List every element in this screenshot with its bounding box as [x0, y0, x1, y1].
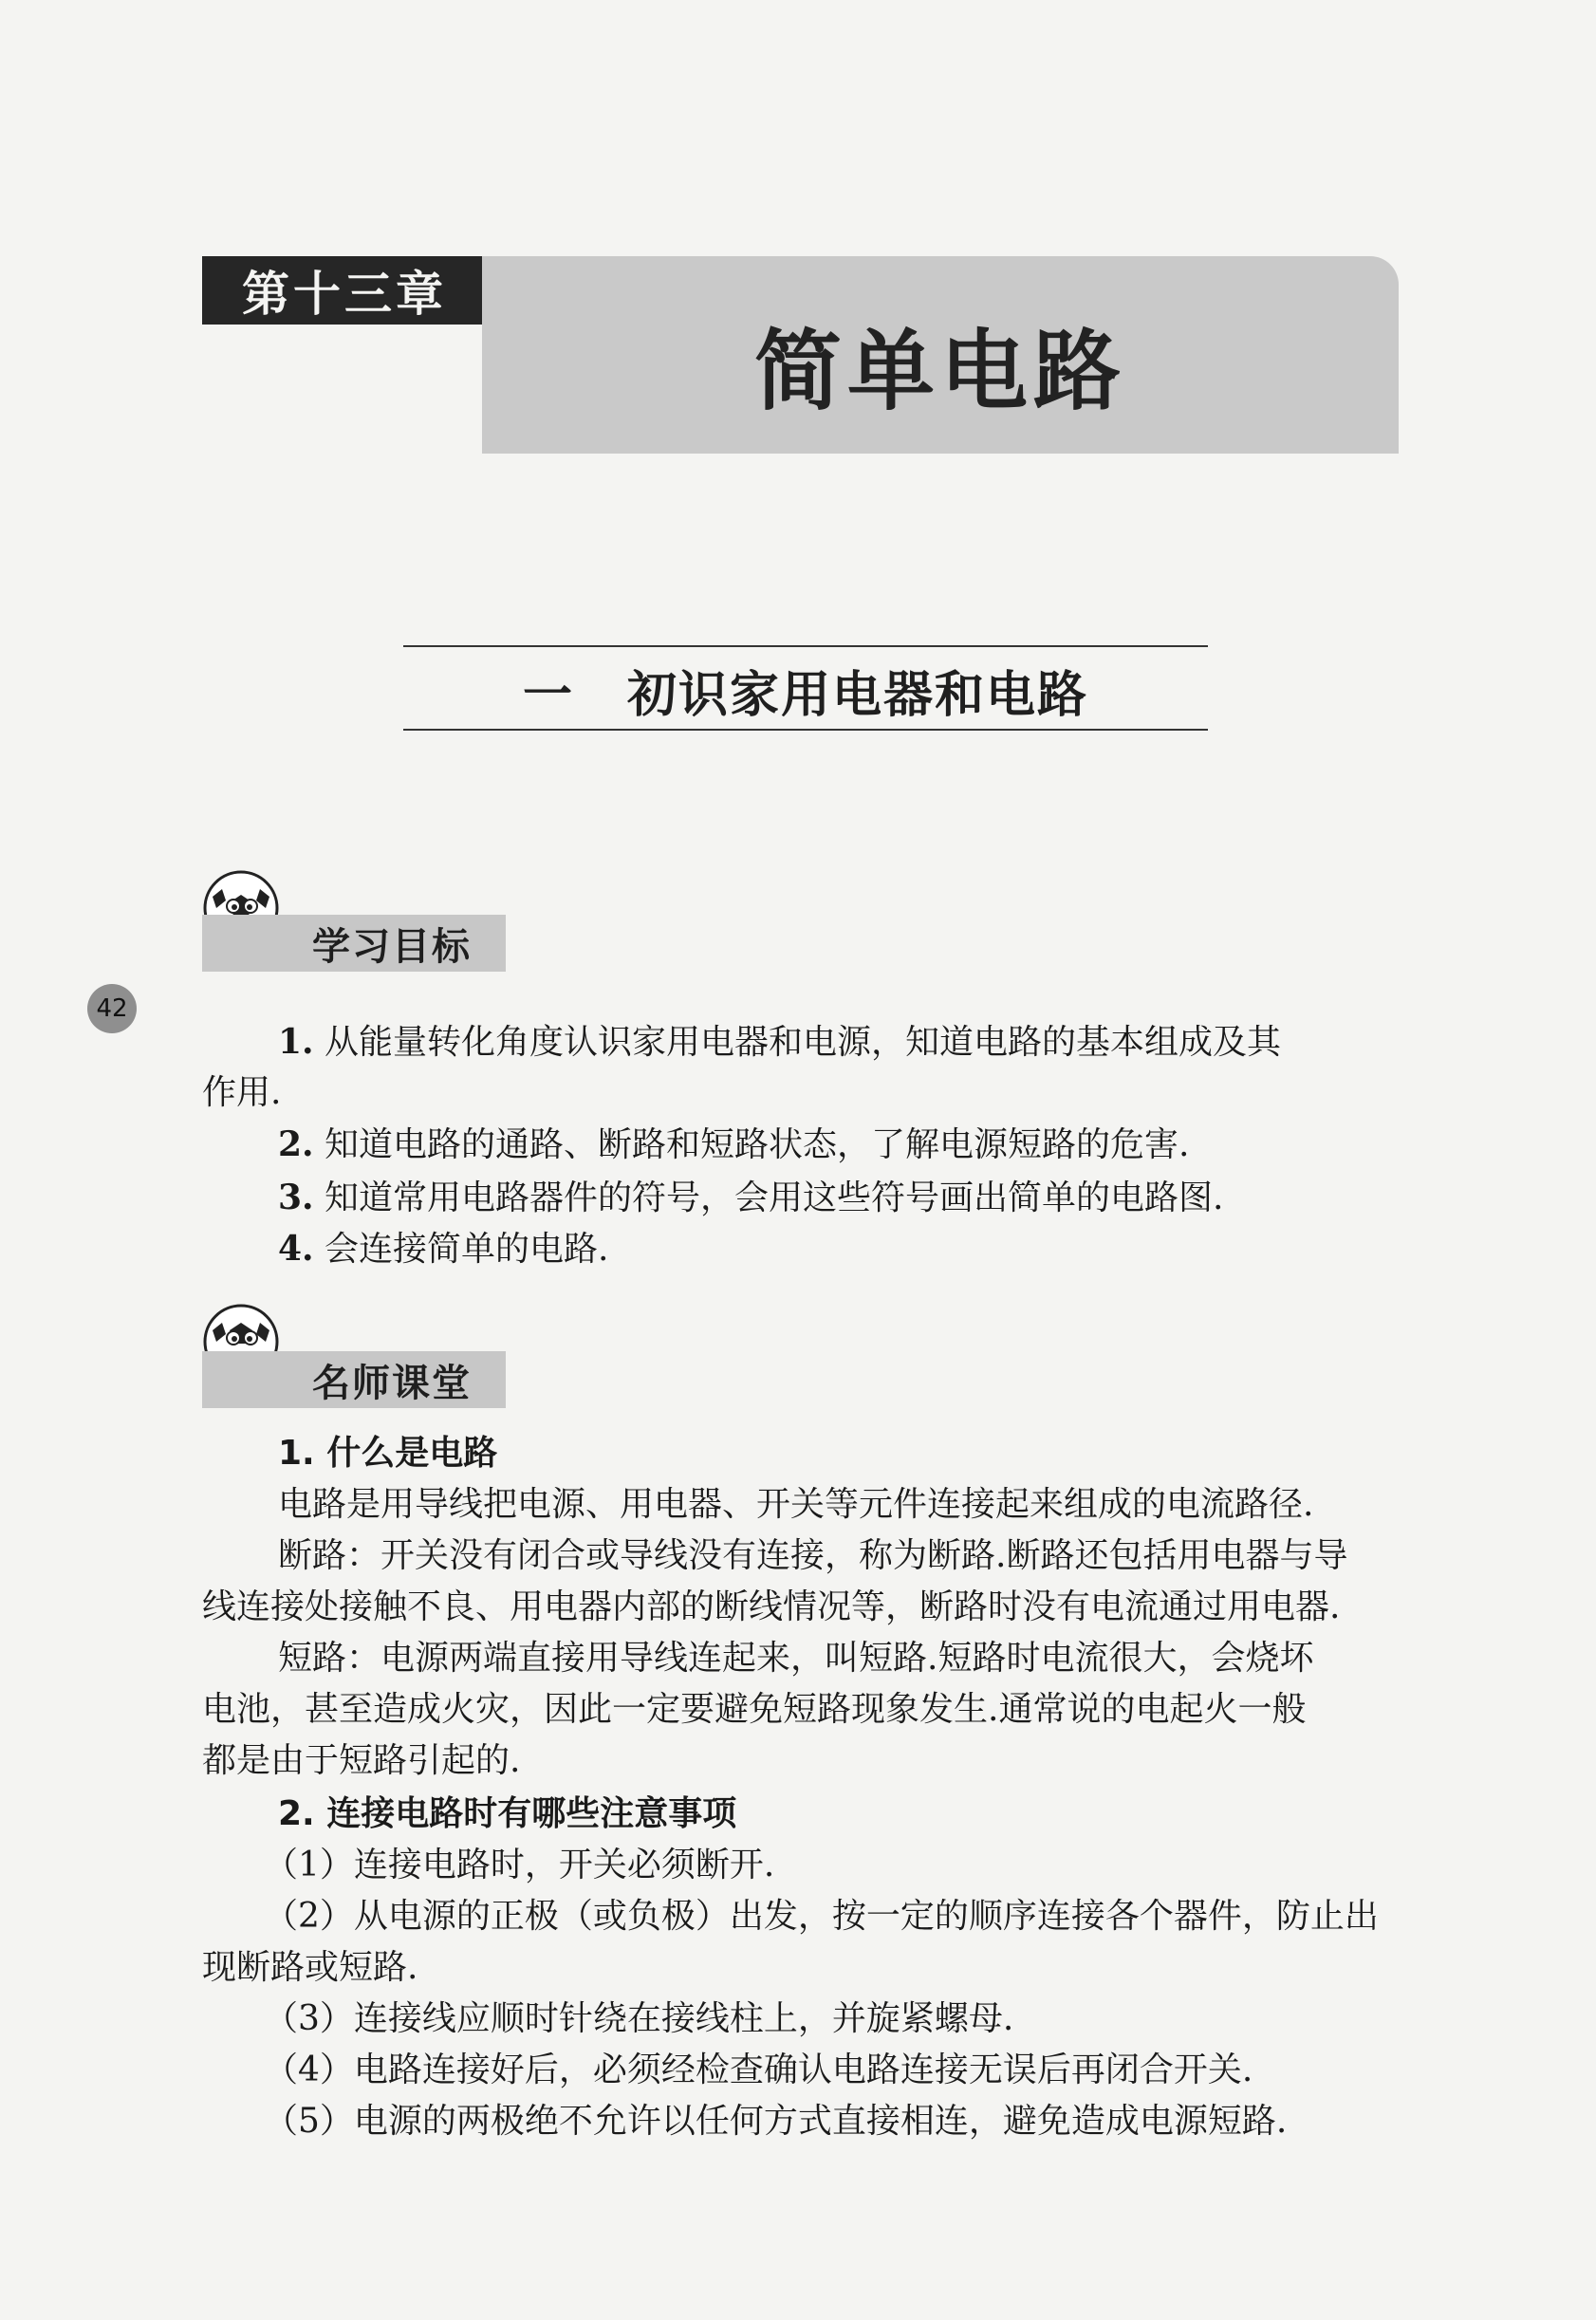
objective-2: 2. 知道电路的通路、断路和短路状态，了解电源短路的危害. — [278, 1124, 1190, 1164]
chapter-label: 第十三章 — [202, 256, 487, 325]
objectives-banner: 学习目标 — [202, 915, 506, 972]
classroom-banner: 名师课堂 — [202, 1351, 506, 1408]
section-number: 一 — [522, 666, 574, 724]
section-title — [403, 649, 1208, 731]
precaution-1: （1）连接电路时，开关必须断开. — [264, 1846, 775, 1884]
chapter-title-panel — [482, 256, 1399, 454]
topic-1-para-2: 断路：开关没有闭合或导线没有连接，称为断路.断路还包括用电器与导 — [278, 1536, 1348, 1575]
precaution-5: （5）电源的两极绝不允许以任何方式直接相连，避免造成电源短路. — [264, 2102, 1288, 2141]
precaution-2: （2）从电源的正极（或负极）出发，按一定的顺序连接各个器件，防止出 — [264, 1897, 1379, 1936]
topic-1-para-3: 短路：电源两端直接用导线连起来，叫短路.短路时电流很大，会烧坏 — [278, 1639, 1314, 1678]
objective-3: 3. 知道常用电路器件的符号，会用这些符号画出简单的电路图. — [278, 1178, 1224, 1217]
precaution-3: （3）连接线应顺时针绕在接线柱上，并旋紧螺母. — [264, 1999, 1014, 2038]
topic-2-heading: 2. 连接电路时有哪些注意事项 — [278, 1794, 737, 1833]
topic-1-para-1: 电路是用导线把电源、用电器、开关等元件连接起来组成的电流路径. — [278, 1485, 1314, 1524]
objective-1-cont: 作用. — [202, 1073, 282, 1112]
topic-1-heading: 1. 什么是电路 — [278, 1434, 498, 1473]
objective-1: 1. 从能量转化角度认识家用电器和电源，知道电路的基本组成及其 — [278, 1022, 1282, 1062]
page-number: 42 — [87, 984, 137, 1033]
chapter-title: 简单电路 — [753, 321, 1126, 422]
precaution-2-cont: 现断路或短路. — [202, 1948, 418, 1987]
section-rule-bottom — [403, 729, 1208, 731]
topic-1-para-3-end: 都是由于短路引起的. — [202, 1741, 521, 1780]
section-title-text: 初识家用电器和电路 — [627, 666, 1089, 724]
section-rule-top — [403, 645, 1208, 647]
objective-4: 4. 会连接简单的电路. — [278, 1229, 609, 1269]
precaution-4: （4）电路连接好后，必须经检查确认电路连接无误后再闭合开关. — [264, 2051, 1253, 2089]
topic-1-para-3-cont: 电池，甚至造成火灾，因此一定要避免短路现象发生.通常说的电起火一般 — [202, 1690, 1307, 1729]
topic-1-para-2-cont: 线连接处接触不良、用电器内部的断线情况等，断路时没有电流通过用电器. — [202, 1587, 1341, 1626]
